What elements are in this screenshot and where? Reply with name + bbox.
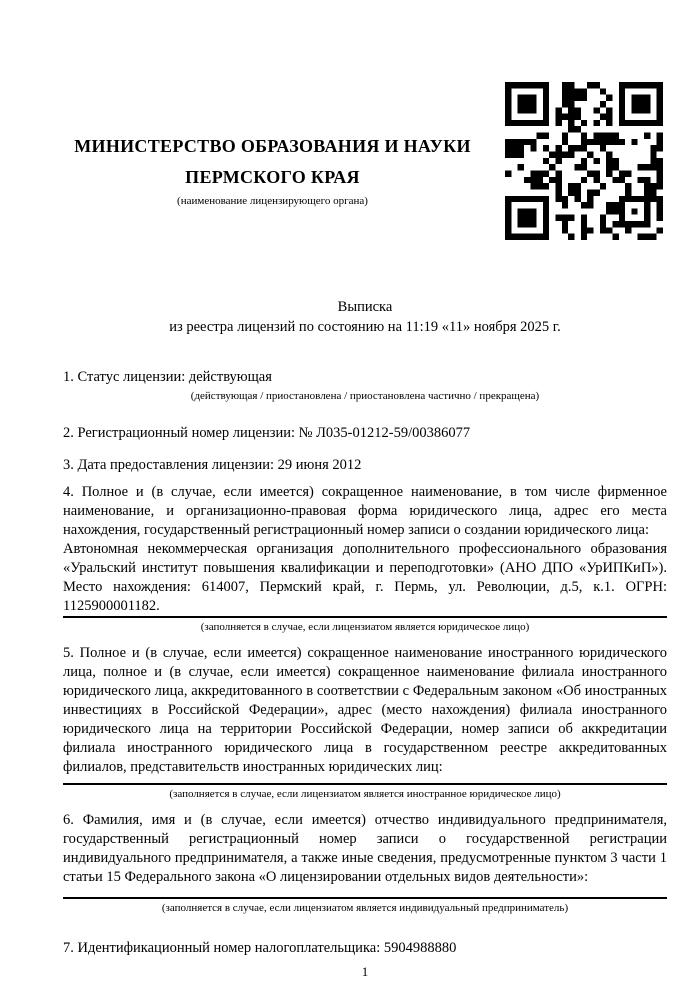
registration-number-item: 2. Регистрационный номер лицензии: № Л035-01212-59/00386077 bbox=[63, 425, 471, 441]
legal-entity-item bbox=[63, 483, 667, 616]
authority-caption: (наименование лицензирующего органа) bbox=[177, 195, 368, 207]
legal-entity-label: 4. Полное и (в случае, если имеется) сокращенное наименование, в том числе фирменное наименование, и организационно-правовая форма юридического лица, адрес его места нахождения, государственный регистрационный номер записи о создании юридического лица: bbox=[63, 484, 667, 538]
taxpayer-number-item: 7. Идентификационный номер налогоплательщика: 5904988880 bbox=[63, 940, 457, 956]
individual-entrepreneur-caption: (заполняется в случае, если лицензиатом является индивидуальный предприниматель) bbox=[161, 902, 569, 914]
field-rule-legal-entity bbox=[63, 616, 667, 618]
document-body bbox=[63, 0, 667, 980]
document-title-line1: Выписка bbox=[337, 299, 393, 315]
authority-name-line1: МИНИСТЕРСТВО ОБРАЗОВАНИЯ И НАУКИ bbox=[74, 136, 471, 156]
license-status-caption: (действующая / приостановлена / приостановлена частично / прекращена) bbox=[190, 390, 540, 402]
field-rule-individual-entrepreneur bbox=[63, 897, 667, 899]
foreign-entity-caption: (заполняется в случае, если лицензиатом является иностранное юридическое лицо) bbox=[169, 788, 561, 800]
foreign-entity-item: 5. Полное и (в случае, если имеется) сокращенное наименование иностранного юридического лица, полное и (в случае, если имеется) сокращенное наименование филиала иностранного юридического лица, аккредитованного в соответствии с Федеральным законом «Об иностранных инвестициях в Российской Федерации», адрес (место нахождения) филиала иностранного юридического лица на территории Российской Федерации, номер записи об аккредитации филиала иностранного юридического лица в государственном реестре аккредитованных филиалов, представительств иностранных юридических лиц: bbox=[63, 645, 667, 775]
page-number: 1 bbox=[361, 964, 369, 979]
field-rule-foreign-entity bbox=[63, 783, 667, 785]
document-title bbox=[63, 297, 667, 337]
authority-name-line2: ПЕРМСКОГО КРАЯ bbox=[185, 167, 360, 187]
grant-date-item: 3. Дата предоставления лицензии: 29 июня 2012 bbox=[63, 457, 362, 473]
legal-entity-caption: (заполняется в случае, если лицензиатом является юридическое лицо) bbox=[200, 621, 530, 633]
individual-entrepreneur-item: 6. Фамилия, имя и (в случае, если имеется) отчество индивидуального предпринимателя, государственный регистрационный номер записи о государственной регистрации индивидуального предпринимателя, а также иные сведения, предусмотренные пунктом 3 части 1 статьи 15 Федерального закона «О лицензировании отдельных видов деятельности»: bbox=[63, 812, 667, 885]
document-title-line2: из реестра лицензий по состоянию на 11:19 «11» ноября 2025 г. bbox=[169, 319, 561, 335]
legal-entity-value: Автономная некоммерческая организация дополнительного профессионального образования «Уральский институт повышения квалификации и переподготовки» (АНО ДПО «УрИПКиП»). Место нахождения: 614007, Пермский край, г. Пермь, ул. Революции, д.5, к.1. ОГРН: 1125900001182. bbox=[63, 541, 667, 614]
license-status-item: 1. Статус лицензии: действующая bbox=[63, 369, 272, 385]
